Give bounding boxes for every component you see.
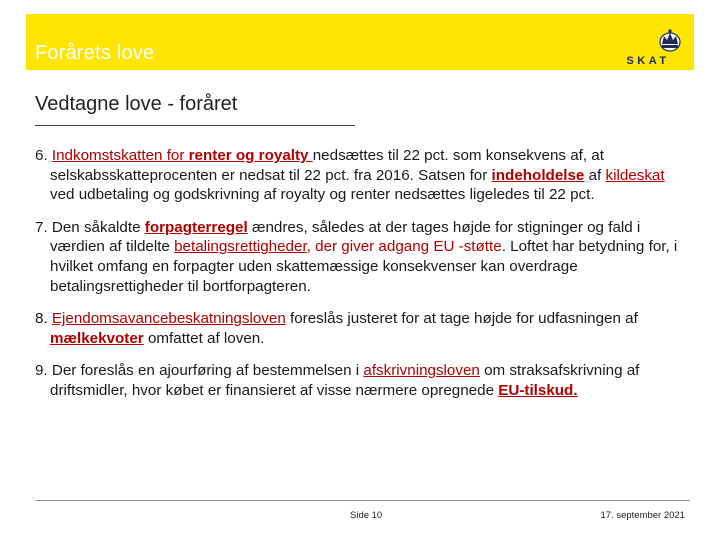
red-text: , der giver adgang EU -støtte bbox=[306, 238, 502, 256]
item-text: ved udbetaling og godskrivning af royalty og renter nedsættes ligeledes til 22 pct. bbox=[50, 186, 595, 204]
law-item bbox=[35, 361, 690, 400]
underlined-term: betalingsrettigheder bbox=[174, 238, 307, 256]
underlined-term: kildeskat bbox=[605, 166, 665, 184]
item-text: 6. bbox=[35, 147, 52, 164]
highlighted-term: EU-tilskud. bbox=[498, 381, 578, 399]
law-list bbox=[35, 146, 690, 414]
skat-logo bbox=[610, 20, 686, 66]
item-text: 7. Den såkaldte bbox=[35, 218, 145, 236]
slide-subtitle: Vedtagne love - foråret bbox=[35, 93, 238, 115]
slide-header-title: Forårets love bbox=[35, 42, 155, 64]
law-item bbox=[35, 309, 690, 348]
item-text: omfattet af loven. bbox=[143, 329, 265, 347]
underlined-term: afskrivningsloven bbox=[363, 362, 480, 380]
highlighted-term: forpagterregel bbox=[144, 218, 248, 236]
highlighted-term: mælkekvoter bbox=[50, 329, 144, 347]
subtitle-divider bbox=[35, 125, 355, 126]
header-bar bbox=[26, 14, 694, 70]
item-text: foreslås justeret for at tage højde for udfasningen af bbox=[285, 310, 638, 328]
highlighted-term: indeholdelse bbox=[491, 166, 585, 184]
footer-page-number: Side 10 bbox=[350, 510, 383, 521]
footer-divider bbox=[35, 500, 690, 501]
item-text: om straksafskrivning af driftsmidler, hvor købet er finansieret af visse nærmere opregnede bbox=[50, 362, 640, 399]
item-text: 8. bbox=[35, 310, 52, 328]
crown-icon bbox=[660, 29, 680, 51]
item-text: ændres, således at der tages højde for stigninger og fald i værdien af tildelte bbox=[50, 218, 641, 256]
underlined-term: Ejendomsavancebeskatningsloven bbox=[51, 310, 286, 328]
law-item bbox=[35, 218, 690, 296]
logo-wordmark: SKAT bbox=[626, 55, 670, 66]
highlighted-term: renter og royalty bbox=[188, 147, 309, 164]
footer-date: 17. september 2021 bbox=[600, 510, 685, 521]
underlined-term: Indkomstskatten for bbox=[51, 147, 189, 164]
item-text: af bbox=[584, 166, 606, 184]
item-text: nedsættes til 22 pct. som konsekvens af, at selskabsskatteprocenten er nedsat til 22 pct. fra 2016. Satsen for bbox=[50, 147, 604, 184]
law-item bbox=[35, 146, 690, 205]
item-text: . Loftet har betydning for, i hvilket omfang en forpagter uden skattemæssige konsekvenser kan overdrage betalingsrettigheder til bortforpagteren. bbox=[50, 238, 678, 295]
item-text: 9. Der foreslås en ajourføring af bestemmelsen i bbox=[35, 362, 364, 380]
